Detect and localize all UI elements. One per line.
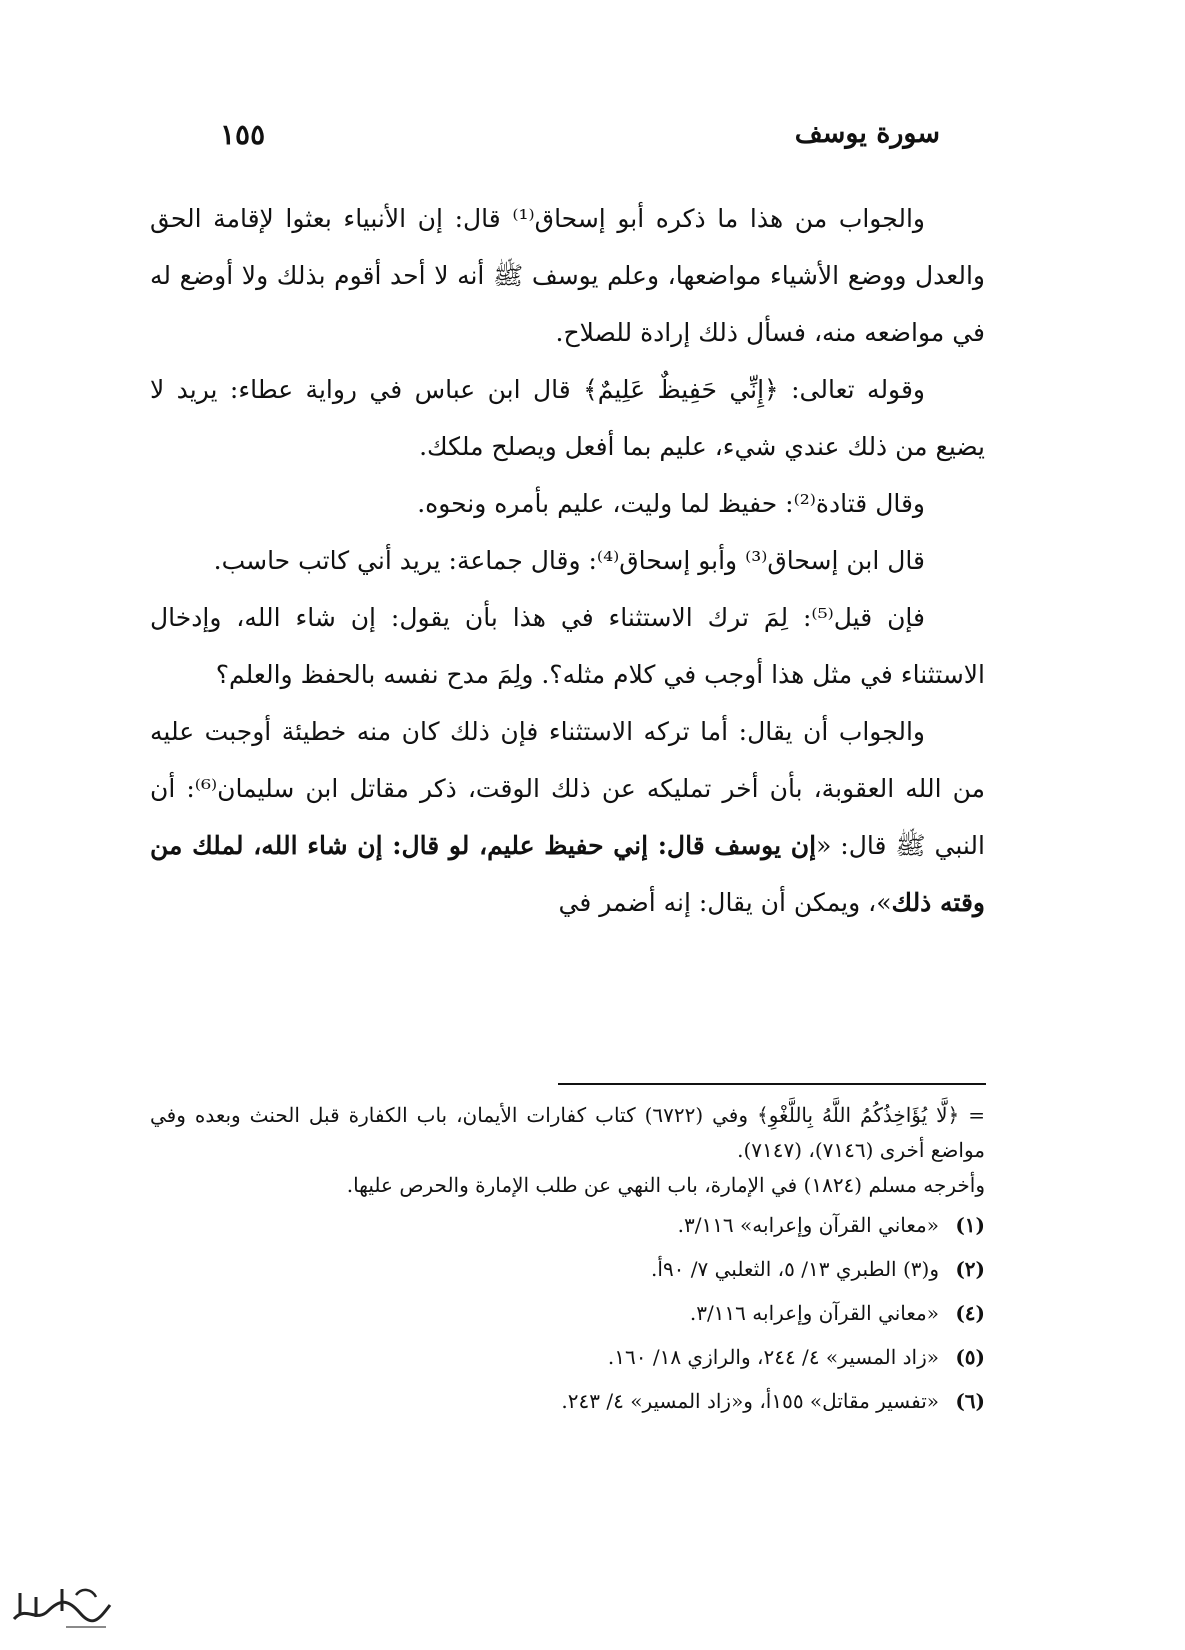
footnote-continuation-1: = ﴿لَّا يُؤَاخِذُكُمُ اللَّهُ بِاللَّغْوِ﴾ وفي (٦٧٢٢) كتاب كفارات الأيمان، باب الكفارة قبل الحنث وبعده وفي مواضع أخرى (٧١٤٦)، (٧١٤٧). — [150, 1103, 985, 1162]
footnote-divider — [558, 1083, 986, 1085]
paragraph-5: فإن قيل⁽⁵⁾: لِمَ ترك الاستثناء في هذا بأن يقول: إن شاء الله، وإدخال الاستثناء في مثل هذا أوجب في كلام مثله؟. ولِمَ مدح نفسه بالحفظ والعلم؟ — [150, 603, 985, 689]
footnote-number: (٤) — [955, 1301, 985, 1325]
footnote-text: و(٣) الطبري ١٣/ ٥، الثعلبي ٧/ ٩٠أ. — [651, 1257, 939, 1281]
publisher-logo — [6, 1575, 116, 1635]
footnote-item — [150, 1247, 985, 1291]
paragraph-6-start: والجواب أن يقال: أما تركه الاستثناء فإن ذلك كان منه خطيئة أوجبت عليه من الله العقوبة، بأن أخر تمليكه عن ذلك الوقت، ذكر مقاتل ابن سليمان⁽⁶⁾: أن النبي ﷺ قال: « — [150, 717, 985, 860]
footnotes — [150, 1098, 985, 1423]
hadith-quote: إن يوسف قال: إني حفيظ عليم، لو قال: إن شاء الله، لملك من وقته ذلك — [150, 831, 985, 917]
footnote-item — [150, 1379, 985, 1423]
paragraph-4: قال ابن إسحاق⁽³⁾ وأبو إسحاق⁽⁴⁾: وقال جماعة: يريد أني كاتب حاسب. — [213, 546, 925, 575]
footnote-number: (١) — [955, 1213, 985, 1237]
footnote-continuation-2: وأخرجه مسلم (١٨٢٤) في الإمارة، باب النهي عن طلب الإمارة والحرص عليها. — [346, 1173, 985, 1197]
footnote-text: «معاني القرآن وإعرابه» ٣/١١٦. — [677, 1213, 939, 1237]
footnote-number: (٢) — [955, 1257, 985, 1281]
surah-title: سورة يوسف — [794, 118, 940, 149]
footnote-item — [150, 1335, 985, 1379]
page-number: ١٥٥ — [220, 118, 266, 151]
footnote-text: «تفسير مقاتل» ١٥٥أ، و«زاد المسير» ٤/ ٢٤٣. — [561, 1389, 939, 1413]
paragraph-1: والجواب من هذا ما ذكره أبو إسحاق⁽¹⁾ قال: إن الأنبياء بعثوا لإقامة الحق والعدل ووضع الأشياء مواضعها، وعلم يوسف ﷺ أنه لا أحد أقوم بذلك ولا أوضع له في مواضعه منه، فسأل ذلك إرادة للصلاح. — [150, 204, 985, 347]
footnote-number: (٦) — [955, 1389, 985, 1413]
footnote-item — [150, 1291, 985, 1335]
paragraph-3: وقال قتادة⁽²⁾: حفيظ لما وليت، عليم بأمره ونحوه. — [417, 489, 925, 518]
footnote-text: «زاد المسير» ٤/ ٢٤٤، والرازي ١٨/ ١٦٠. — [607, 1345, 939, 1369]
footnote-item — [150, 1203, 985, 1247]
paragraph-2: وقوله تعالى: ﴿إِنِّي حَفِيظٌ عَلِيمٌ﴾ قال ابن عباس في رواية عطاء: يريد لا يضيع من ذلك عندي شيء، عليم بما أفعل ويصلح ملكك. — [150, 375, 985, 461]
page-header — [200, 118, 940, 168]
footnote-text: «معاني القرآن وإعرابه ٣/١١٦. — [689, 1301, 939, 1325]
footnote-number: (٥) — [955, 1345, 985, 1369]
paragraph-6 — [150, 703, 985, 931]
main-text — [150, 190, 985, 931]
paragraph-6-end: »، ويمكن أن يقال: إنه أضمر في — [558, 888, 892, 917]
